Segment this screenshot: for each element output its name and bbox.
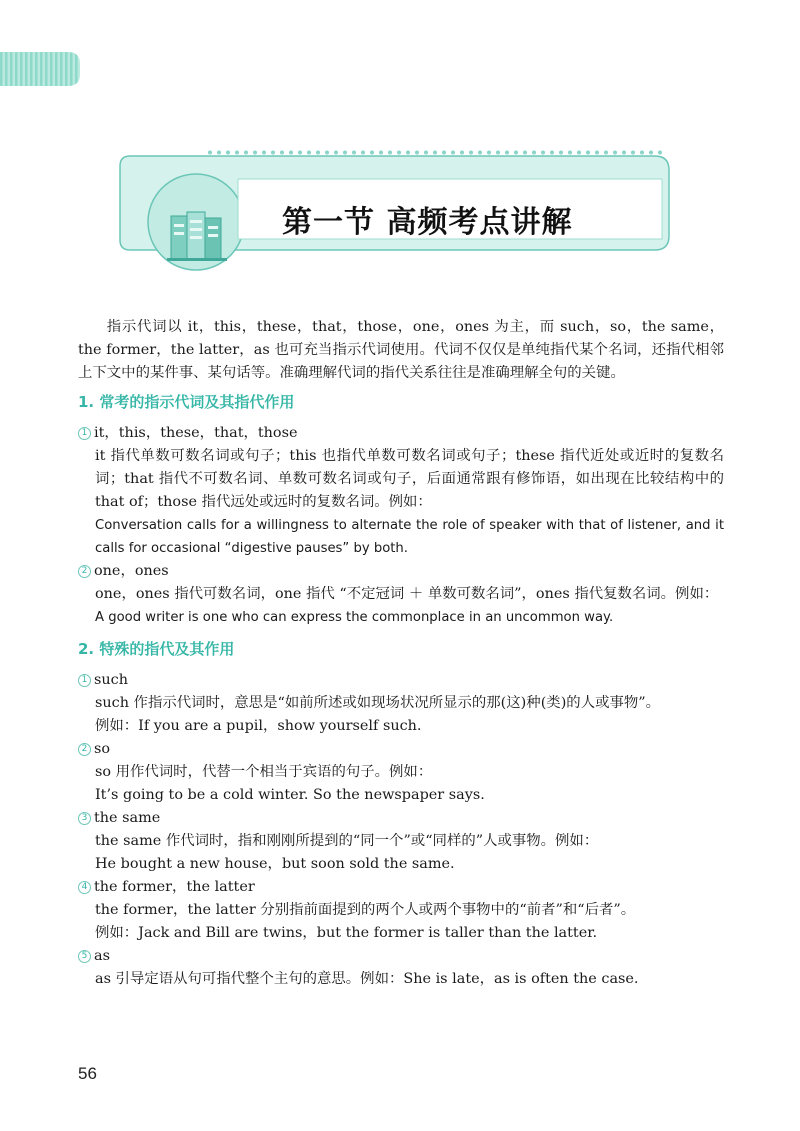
item-description: it 指代单数可数名词或句子；this 也指代单数可数名词或句子；these 指代近处或近时的复数名词；that 指代不可数名词、单数可数名词或句子，后面通常跟有修饰语，如出现在比较结构中的 that of；those 指代远处或远时的复数名词。例如： — [95, 448, 724, 510]
section-1 — [78, 391, 724, 629]
item-example: 例如：Jack and Bill are twins，but the former is taller than the latter. — [95, 925, 598, 941]
section-heading: 2. 特殊的指代及其作用 — [78, 640, 235, 658]
item-description: the former，the latter 分别指前面提到的两个人或两个事物中的“前者”和“后者”。 — [95, 902, 636, 918]
list-item — [78, 807, 724, 876]
content-area — [78, 316, 724, 991]
item-title: the former，the latter — [94, 879, 255, 895]
list-item — [78, 876, 724, 945]
list-item — [78, 738, 724, 807]
item-title: it，this，these，that，those — [94, 425, 298, 441]
item-description: one，ones 指代可数名词，one 指代 “不定冠词 ＋ 单数可数名词”，ones 指代复数名词。例如： — [95, 586, 719, 602]
list-item — [78, 669, 724, 738]
item-example: A good writer is one who can express the commonplace in an uncommon way. — [95, 610, 614, 625]
number-badge: 4 — [78, 881, 91, 894]
item-title: such — [94, 672, 128, 688]
intro-paragraph: 指示代词以 it，this，these，that，those，one，ones 为主，而 such，so，the same，the former，the latter，as 也可充当指示代词使用。代词不仅仅是单纯指代某个名词，还指代相邻上下文中的某件事、某句话等。准确理解代词的指代关系往往是准确理解全句的关键。 — [78, 319, 724, 381]
number-badge: 1 — [78, 674, 91, 687]
book-stack-icon — [165, 206, 231, 262]
number-badge: 1 — [78, 427, 91, 440]
section-2 — [78, 638, 724, 991]
section-heading: 1. 常考的指示代词及其指代作用 — [78, 393, 295, 411]
item-description: as 引导定语从句可指代整个主句的意思。例如：She is late，as is often the case. — [95, 971, 639, 987]
item-example: Conversation calls for a willingness to alternate the role of speaker with that of listener, and it calls for occasional “digestive pauses” by both. — [95, 518, 724, 556]
item-title: as — [94, 948, 110, 964]
item-title: one，ones — [94, 563, 169, 579]
item-example: It’s going to be a cold winter. So the newspaper says. — [95, 787, 485, 803]
item-description: the same 作代词时，指和刚刚所提到的“同一个”或“同样的”人或事物。例如： — [95, 833, 599, 849]
list-item — [78, 422, 724, 560]
item-example: 例如：If you are a pupil，show yourself such. — [95, 718, 422, 734]
number-badge: 3 — [78, 812, 91, 825]
page-title: 第一节 高频考点讲解 — [282, 205, 573, 240]
list-item — [78, 945, 724, 991]
item-title: the same — [94, 810, 161, 826]
item-description: such 作指示代词时，意思是“如前所述或如现场状况所显示的那(这)种(类)的人或事物”。 — [95, 695, 661, 711]
number-badge: 2 — [78, 743, 91, 756]
number-badge: 5 — [78, 950, 91, 963]
corner-tab-decoration — [0, 52, 80, 86]
item-title: so — [94, 741, 111, 757]
page-number: 56 — [78, 1064, 97, 1083]
list-item — [78, 560, 724, 629]
item-description: so 用作代词时，代替一个相当于宾语的句子。例如： — [95, 764, 433, 780]
item-example: He bought a new house，but soon sold the same. — [95, 856, 455, 872]
number-badge: 2 — [78, 565, 91, 578]
